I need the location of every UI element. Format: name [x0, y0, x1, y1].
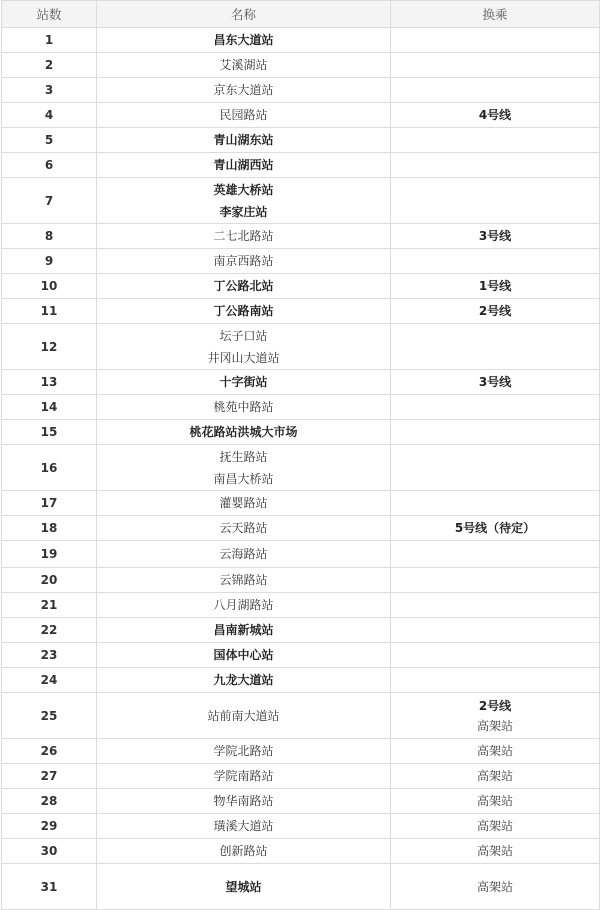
- station-number: 11: [2, 299, 97, 324]
- elevated-station-note: 高架站: [476, 744, 513, 758]
- station-name: 二七北路站: [213, 229, 274, 243]
- station-name: 昌南新城站: [213, 623, 274, 637]
- station-number: 22: [2, 618, 97, 643]
- table-row: [2, 249, 600, 274]
- station-table: [1, 0, 600, 910]
- station-name-cell: [97, 814, 391, 839]
- station-name: 八月湖路站: [213, 598, 274, 612]
- station-name: 青山湖西站: [213, 158, 274, 172]
- elevated-station-note: 高架站: [476, 819, 513, 833]
- transfer-cell: [391, 128, 600, 153]
- table-row: [2, 53, 600, 78]
- station-name: 站前南大道站: [207, 708, 280, 723]
- station-name: 南昌大桥站: [213, 471, 274, 486]
- station-name: 九龙大道站: [213, 673, 274, 687]
- station-name-cell: [97, 274, 391, 299]
- station-name-cell: [97, 420, 391, 445]
- transfer-line: 2号线: [478, 304, 512, 318]
- station-name-cell: [97, 224, 391, 249]
- station-name: 十字街站: [219, 375, 268, 389]
- transfer-cell: [391, 445, 600, 491]
- station-number: 5: [2, 128, 97, 153]
- table-row: [2, 78, 600, 103]
- table-row: [2, 445, 600, 491]
- transfer-cell: [391, 153, 600, 178]
- station-name: 桃花路站洪城大市场: [189, 425, 298, 439]
- transfer-cell: [391, 814, 600, 839]
- table-row: [2, 178, 600, 224]
- transfer-cell: [391, 299, 600, 324]
- transfer-cell: [391, 789, 600, 814]
- station-name: 民园路站: [219, 108, 268, 122]
- transfer-cell: [391, 668, 600, 693]
- station-name-cell: [97, 395, 391, 420]
- table-row: [2, 224, 600, 249]
- transfer-cell: [391, 593, 600, 618]
- station-number: 9: [2, 249, 97, 274]
- transfer-cell: [391, 864, 600, 910]
- header-row: [2, 1, 600, 28]
- station-name: 望城站: [225, 879, 262, 894]
- table-row: [2, 593, 600, 618]
- station-name: 井冈山大道站: [207, 350, 280, 365]
- station-name-cell: [97, 78, 391, 103]
- station-name-cell: [97, 568, 391, 593]
- station-number: 8: [2, 224, 97, 249]
- station-name-cell: [97, 516, 391, 541]
- station-name-cell: [97, 445, 391, 491]
- station-name: 国体中心站: [213, 648, 274, 662]
- transfer-cell: [391, 693, 600, 739]
- header-station-no: 站数: [2, 1, 97, 28]
- station-name-cell: [97, 593, 391, 618]
- station-name: 英雄大桥站: [213, 182, 274, 197]
- table-row: [2, 814, 600, 839]
- station-name: 学院南路站: [213, 769, 274, 783]
- table-row: [2, 693, 600, 739]
- table-row: [2, 420, 600, 445]
- table-row: [2, 491, 600, 516]
- transfer-cell: [391, 53, 600, 78]
- station-name-cell: [97, 128, 391, 153]
- transfer-line: 3号线: [478, 229, 512, 243]
- transfer-cell: [391, 516, 600, 541]
- station-name: 丁公路北站: [213, 279, 274, 293]
- transfer-cell: [391, 491, 600, 516]
- station-number: 28: [2, 789, 97, 814]
- station-name-cell: [97, 249, 391, 274]
- station-name-cell: [97, 491, 391, 516]
- table-row: [2, 103, 600, 128]
- transfer-cell: [391, 178, 600, 224]
- transfer-line: 1号线: [478, 279, 512, 293]
- transfer-cell: [391, 568, 600, 593]
- station-name-cell: [97, 541, 391, 568]
- station-name: 丁公路南站: [213, 304, 274, 318]
- elevated-station-note: 高架站: [476, 718, 513, 733]
- station-name-cell: [97, 28, 391, 53]
- header-station-name: 名称: [97, 1, 391, 28]
- station-name-cell: [97, 299, 391, 324]
- station-name-cell: [97, 53, 391, 78]
- station-number: 10: [2, 274, 97, 299]
- transfer-line: 5号线（待定）: [454, 521, 536, 535]
- transfer-line: 3号线: [478, 375, 512, 389]
- station-name-cell: [97, 668, 391, 693]
- table-row: [2, 864, 600, 910]
- station-number: 30: [2, 839, 97, 864]
- station-number: 18: [2, 516, 97, 541]
- table-row: [2, 764, 600, 789]
- station-number: 29: [2, 814, 97, 839]
- station-name-cell: [97, 178, 391, 224]
- transfer-cell: [391, 739, 600, 764]
- transfer-line: 4号线: [478, 108, 512, 122]
- station-number: 26: [2, 739, 97, 764]
- transfer-cell: [391, 370, 600, 395]
- table-row: [2, 370, 600, 395]
- station-name-cell: [97, 618, 391, 643]
- station-number: 4: [2, 103, 97, 128]
- transfer-cell: [391, 103, 600, 128]
- station-number: 6: [2, 153, 97, 178]
- transfer-cell: [391, 618, 600, 643]
- transfer-line: 2号线: [478, 698, 512, 713]
- station-number: 15: [2, 420, 97, 445]
- transfer-cell: [391, 839, 600, 864]
- table-row: [2, 274, 600, 299]
- table-row: [2, 324, 600, 370]
- transfer-cell: [391, 420, 600, 445]
- table-row: [2, 789, 600, 814]
- table-row: [2, 541, 600, 568]
- station-name: 桃苑中路站: [213, 400, 274, 414]
- station-number: 13: [2, 370, 97, 395]
- station-number: 23: [2, 643, 97, 668]
- station-name: 南京西路站: [213, 254, 274, 268]
- station-name: 艾溪湖站: [219, 58, 268, 72]
- station-name: 云锦路站: [219, 573, 268, 587]
- transfer-cell: [391, 764, 600, 789]
- table-body: [2, 28, 600, 910]
- station-name-cell: [97, 739, 391, 764]
- transfer-cell: [391, 28, 600, 53]
- station-name-cell: [97, 153, 391, 178]
- station-number: 2: [2, 53, 97, 78]
- station-name: 云天路站: [219, 521, 268, 535]
- table-row: [2, 568, 600, 593]
- station-name-cell: [97, 864, 391, 910]
- table-row: [2, 516, 600, 541]
- table-row: [2, 299, 600, 324]
- station-number: 12: [2, 324, 97, 370]
- station-number: 24: [2, 668, 97, 693]
- station-number: 1: [2, 28, 97, 53]
- station-name-cell: [97, 370, 391, 395]
- transfer-cell: [391, 395, 600, 420]
- header-transfer: 换乘: [391, 1, 600, 28]
- station-name: 抚生路站: [219, 449, 268, 464]
- station-number: 27: [2, 764, 97, 789]
- station-name-cell: [97, 103, 391, 128]
- table-row: [2, 839, 600, 864]
- station-name: 昌东大道站: [213, 33, 274, 47]
- elevated-station-note: 高架站: [476, 879, 513, 894]
- transfer-cell: [391, 324, 600, 370]
- station-name-cell: [97, 839, 391, 864]
- elevated-station-note: 高架站: [476, 844, 513, 858]
- elevated-station-note: 高架站: [476, 794, 513, 808]
- station-name-cell: [97, 693, 391, 739]
- station-number: 20: [2, 568, 97, 593]
- station-name: 学院北路站: [213, 744, 274, 758]
- table-row: [2, 739, 600, 764]
- station-name: 青山湖东站: [213, 133, 274, 147]
- station-name: 京东大道站: [213, 83, 274, 97]
- station-name: 璜溪大道站: [213, 819, 274, 833]
- station-name: 李家庄站: [219, 204, 268, 219]
- station-name-cell: [97, 324, 391, 370]
- station-name: 云海路站: [219, 547, 268, 561]
- transfer-cell: [391, 541, 600, 568]
- station-number: 25: [2, 693, 97, 739]
- station-name: 坛子口站: [219, 328, 268, 343]
- table-row: [2, 618, 600, 643]
- table-row: [2, 128, 600, 153]
- elevated-station-note: 高架站: [476, 769, 513, 783]
- transfer-cell: [391, 643, 600, 668]
- table-row: [2, 395, 600, 420]
- station-name-cell: [97, 643, 391, 668]
- station-name: 物华南路站: [213, 794, 274, 808]
- transfer-cell: [391, 274, 600, 299]
- table-row: [2, 153, 600, 178]
- table-row: [2, 28, 600, 53]
- station-number: 31: [2, 864, 97, 910]
- station-name-cell: [97, 764, 391, 789]
- table-row: [2, 643, 600, 668]
- station-number: 17: [2, 491, 97, 516]
- transfer-cell: [391, 78, 600, 103]
- table-row: [2, 668, 600, 693]
- station-number: 3: [2, 78, 97, 103]
- station-name-cell: [97, 789, 391, 814]
- station-number: 16: [2, 445, 97, 491]
- transfer-cell: [391, 249, 600, 274]
- station-number: 19: [2, 541, 97, 568]
- station-name: 灌婴路站: [219, 496, 268, 510]
- transfer-cell: [391, 224, 600, 249]
- station-number: 7: [2, 178, 97, 224]
- station-number: 14: [2, 395, 97, 420]
- station-name: 创新路站: [219, 844, 268, 858]
- station-number: 21: [2, 593, 97, 618]
